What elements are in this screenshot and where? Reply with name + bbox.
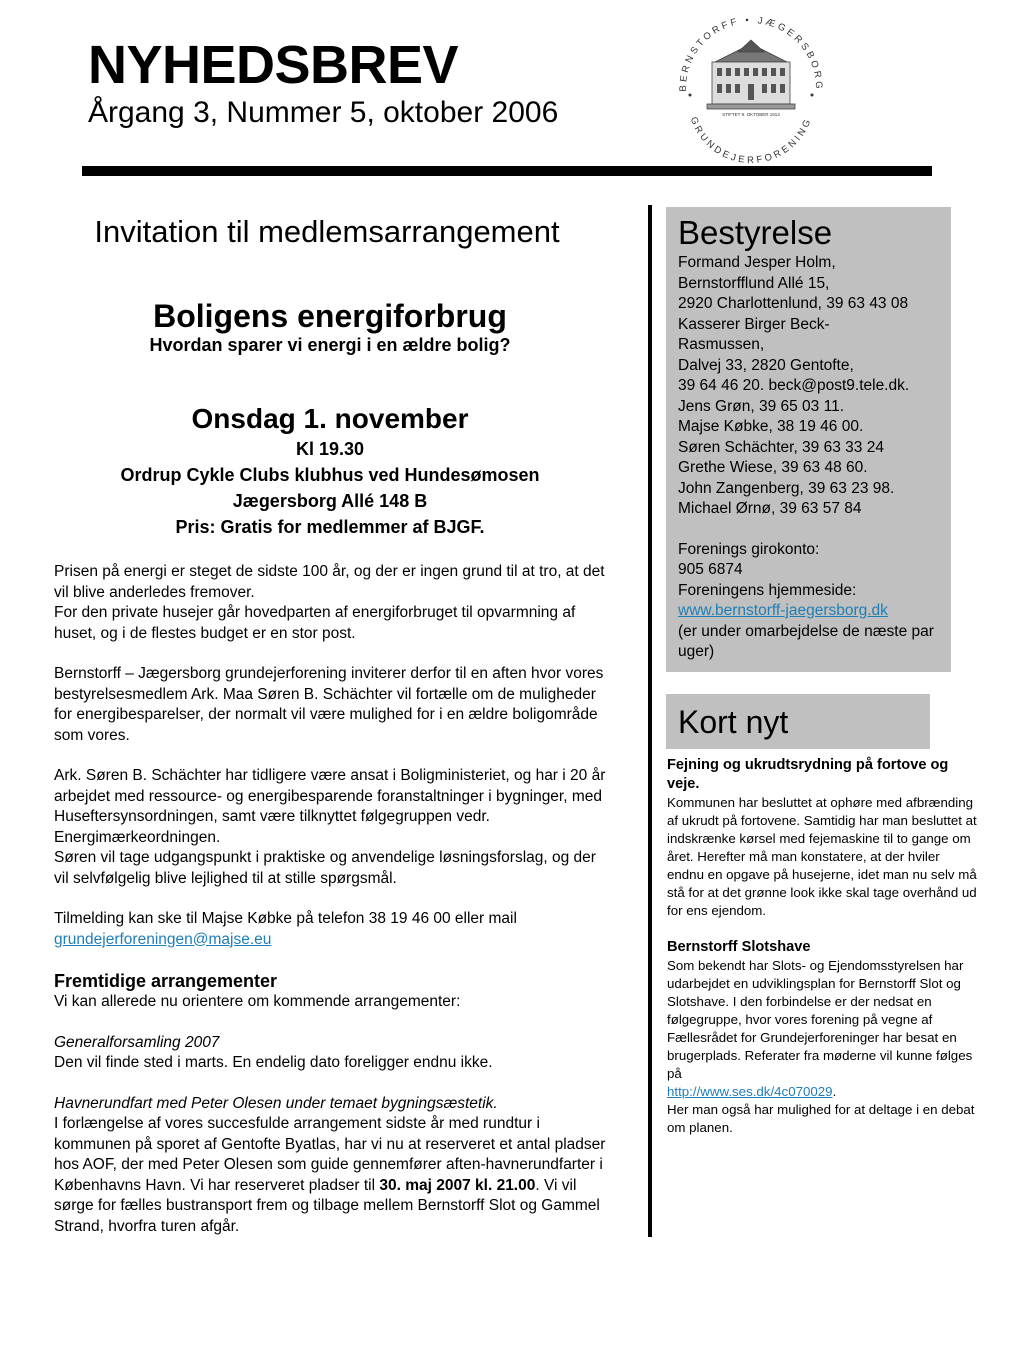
board-line: 39 64 46 20. beck@post9.tele.dk. (678, 377, 910, 394)
event-general-assembly (54, 1033, 606, 1074)
news-item-title: Bernstorff Slotshave (667, 939, 811, 955)
event-item-text-part: I forlængelse af vores succesfulde arrangement sidste år med rundtur i kommunen på sporet af Gentofte Byatlas, har vi nu at reserveret et antal pladser hos AOF, der med Peter Olesen som guide gennemfører aften-havnerundfarter i Københavns Havn. Vi har reserveret pladser til (54, 1115, 606, 1194)
news-item-text: Som bekendt har Slots- og Ejendomsstyrelsen har udarbejdet en udviklingsplan for Bernstorff Slot og Slotshave. I den forbindelse er der nedsat en følgegruppe, hvor vores forening på vegne af Fællesrådet for Grundejerforeninger har besat en brugerplads. Referater fra møderne vil kunne følges på (667, 958, 973, 1081)
newsletter-title: NYHEDSBREV (88, 35, 459, 95)
paragraph-invite: Bernstorff – Jægersborg grundejerforening inviterer derfor til en aften hvor vores bestyrelsesmedlem Ark. Maa Søren B. Schächter vil fortælle om de muligheder for energibesparelser, der normalt vil være mulighed for i en ældre boligområde som vores. (54, 665, 604, 744)
invitation-heading: Invitation til medlemsarrangement (94, 214, 560, 249)
event-venue: Ordrup Cykle Clubs klubhus ved Hundesømosen (120, 465, 540, 485)
website-note: (er under omarbejdelse de næste par uger) (678, 622, 934, 660)
paragraph-text: For den private husejer går hovedparten af energiforbruget til opvarmning af huset, og i de flestes budget er en stor post. (54, 604, 576, 642)
event-harbour-tour (54, 1094, 606, 1238)
future-events-intro: Vi kan allerede nu orientere om kommende arrangementer: (54, 993, 461, 1010)
board-line: John Zangenberg, 39 63 23 98. (678, 479, 895, 497)
giro-number: 905 6874 (678, 561, 743, 578)
signup-email-link[interactable]: grundejerforeningen@majse.eu (54, 930, 272, 948)
paragraph-text: Ark. Søren B. Schächter har tidligere være ansat i Boligministeriet, og har i 20 år arbejdet med ressource- og energibesparende foranstaltninger i bygninger, med Huseftersynsordningen, samt være tilknyttet følgegruppen vedr. Energimærkeordningen. (54, 767, 606, 846)
masthead (88, 36, 558, 130)
future-events (54, 970, 606, 1013)
event-item-text (54, 1114, 606, 1237)
issue-line: Årgang 3, Nummer 5, oktober 2006 (88, 96, 559, 129)
ses-link[interactable]: http://www.ses.dk/4c070029 (667, 1084, 833, 1099)
paragraph-text: Søren vil tage udgangspunkt i praktiske og anvendelige løsningsforslag, og der vil selvfølgelig blive lejlighed til at stille spørgsmål. (54, 849, 596, 887)
event-title: Boligens energiforbrug (153, 298, 507, 334)
event-price: Pris: Gratis for medlemmer af BJGF. (175, 517, 485, 537)
header-rule (82, 166, 932, 176)
board-line: Majse Købke, 38 19 46 00. (678, 418, 864, 435)
logo-founded-text: STIFTET 9. OKTOBER 1913 (722, 112, 780, 117)
event-subtitle: Hvordan sparer vi energi i en ældre bolig? (149, 335, 511, 355)
column-divider (648, 205, 652, 1237)
website-label: Foreningens hjemmeside: (678, 581, 857, 599)
event-item-text: Den vil finde sted i marts. En endelig dato foreligger endnu ikke. (54, 1054, 493, 1071)
news-item-punct: . (832, 1084, 837, 1099)
event-time: Kl 19.30 (295, 439, 365, 459)
board-line: Jens Grøn, 39 65 03 11. (678, 397, 845, 415)
event-item-date: 30. maj 2007 kl. 21.00 (379, 1176, 536, 1194)
paragraph-energy (54, 562, 606, 644)
board-line: Grethe Wiese, 39 63 48 60. (678, 459, 868, 476)
main-column (54, 212, 606, 1237)
website-link[interactable]: www.bernstorff-jaegersborg.dk (678, 602, 888, 619)
event-date: Onsdag 1. november (191, 403, 469, 434)
giro-label: Forenings girokonto: (678, 540, 820, 558)
news-item-title: Fejning og ukrudtsrydning på fortove og veje. (667, 757, 949, 792)
board-line: Søren Schächter, 39 63 33 24 (678, 438, 884, 456)
event-address: Jægersborg Allé 148 B (232, 491, 428, 511)
event-item-text-part: . Vi vil sørge for fælles bustransport frem og tilbage mellem Bernstorff Slot og Gammel Strand, hvorfra turen afgår. (54, 1176, 600, 1235)
board-heading: Bestyrelse (678, 214, 833, 251)
board-line: Kasserer Birger Beck- (678, 315, 830, 333)
board-box (666, 207, 951, 672)
board-line: Formand Jesper Holm, (678, 254, 836, 271)
news-item-text: Kommunen har besluttet at ophøre med afbrænding af ukrudt på fortovene. Samtidig har man besluttet at indskrænke kørsel med fejemaskine til to gange om året. Herefter må man konstatere, at der hviler endnu en opgave på husejerne, idet man nu selv må stå for at det grønne look ikke skal tage overhånd ud for ens ejendom. (667, 795, 977, 918)
event-item-title: Havnerundfart med Peter Olesen under temaet bygningsæstetik. (54, 1094, 498, 1112)
news-heading: Kort nyt (666, 694, 930, 749)
board-line: Dalvej 33, 2820 Gentofte, (678, 356, 854, 374)
event-item-title: Generalforsamling 2007 (54, 1033, 220, 1051)
paragraph-speaker (54, 766, 606, 889)
svg-text:GRUNDEJERFORENING (688, 115, 815, 165)
board-line: Rasmussen, (678, 336, 765, 353)
news-column (667, 756, 977, 1137)
signup-text: Tilmelding kan ske til Majse Købke på telefon 38 19 46 00 eller mail (54, 910, 517, 927)
association-logo (662, 0, 840, 165)
paragraph-text: Prisen på energi er steget de sidste 100 år, og der er ingen grund til at tro, at det vil blive anderledes fremover. (54, 563, 605, 601)
logo-top-text: BERNSTORFF • JÆGERSBORG (677, 14, 825, 92)
news-item-text: Her man også har mulighed for at deltage i en debat om planen. (667, 1102, 975, 1135)
board-line: Bernstorfflund Allé 15, (678, 274, 830, 292)
paragraph-signup (54, 909, 606, 950)
logo-seal-icon (662, 0, 840, 165)
board-line: 2920 Charlottenlund, 39 63 43 08 (678, 295, 909, 312)
logo-bottom-text: GRUNDEJERFORENING (687, 115, 815, 165)
board-line: Michael Ørnø, 39 63 57 84 (678, 500, 862, 517)
news-item-link-line (667, 1083, 977, 1101)
future-events-title: Fremtidige arrangementer (54, 971, 278, 991)
